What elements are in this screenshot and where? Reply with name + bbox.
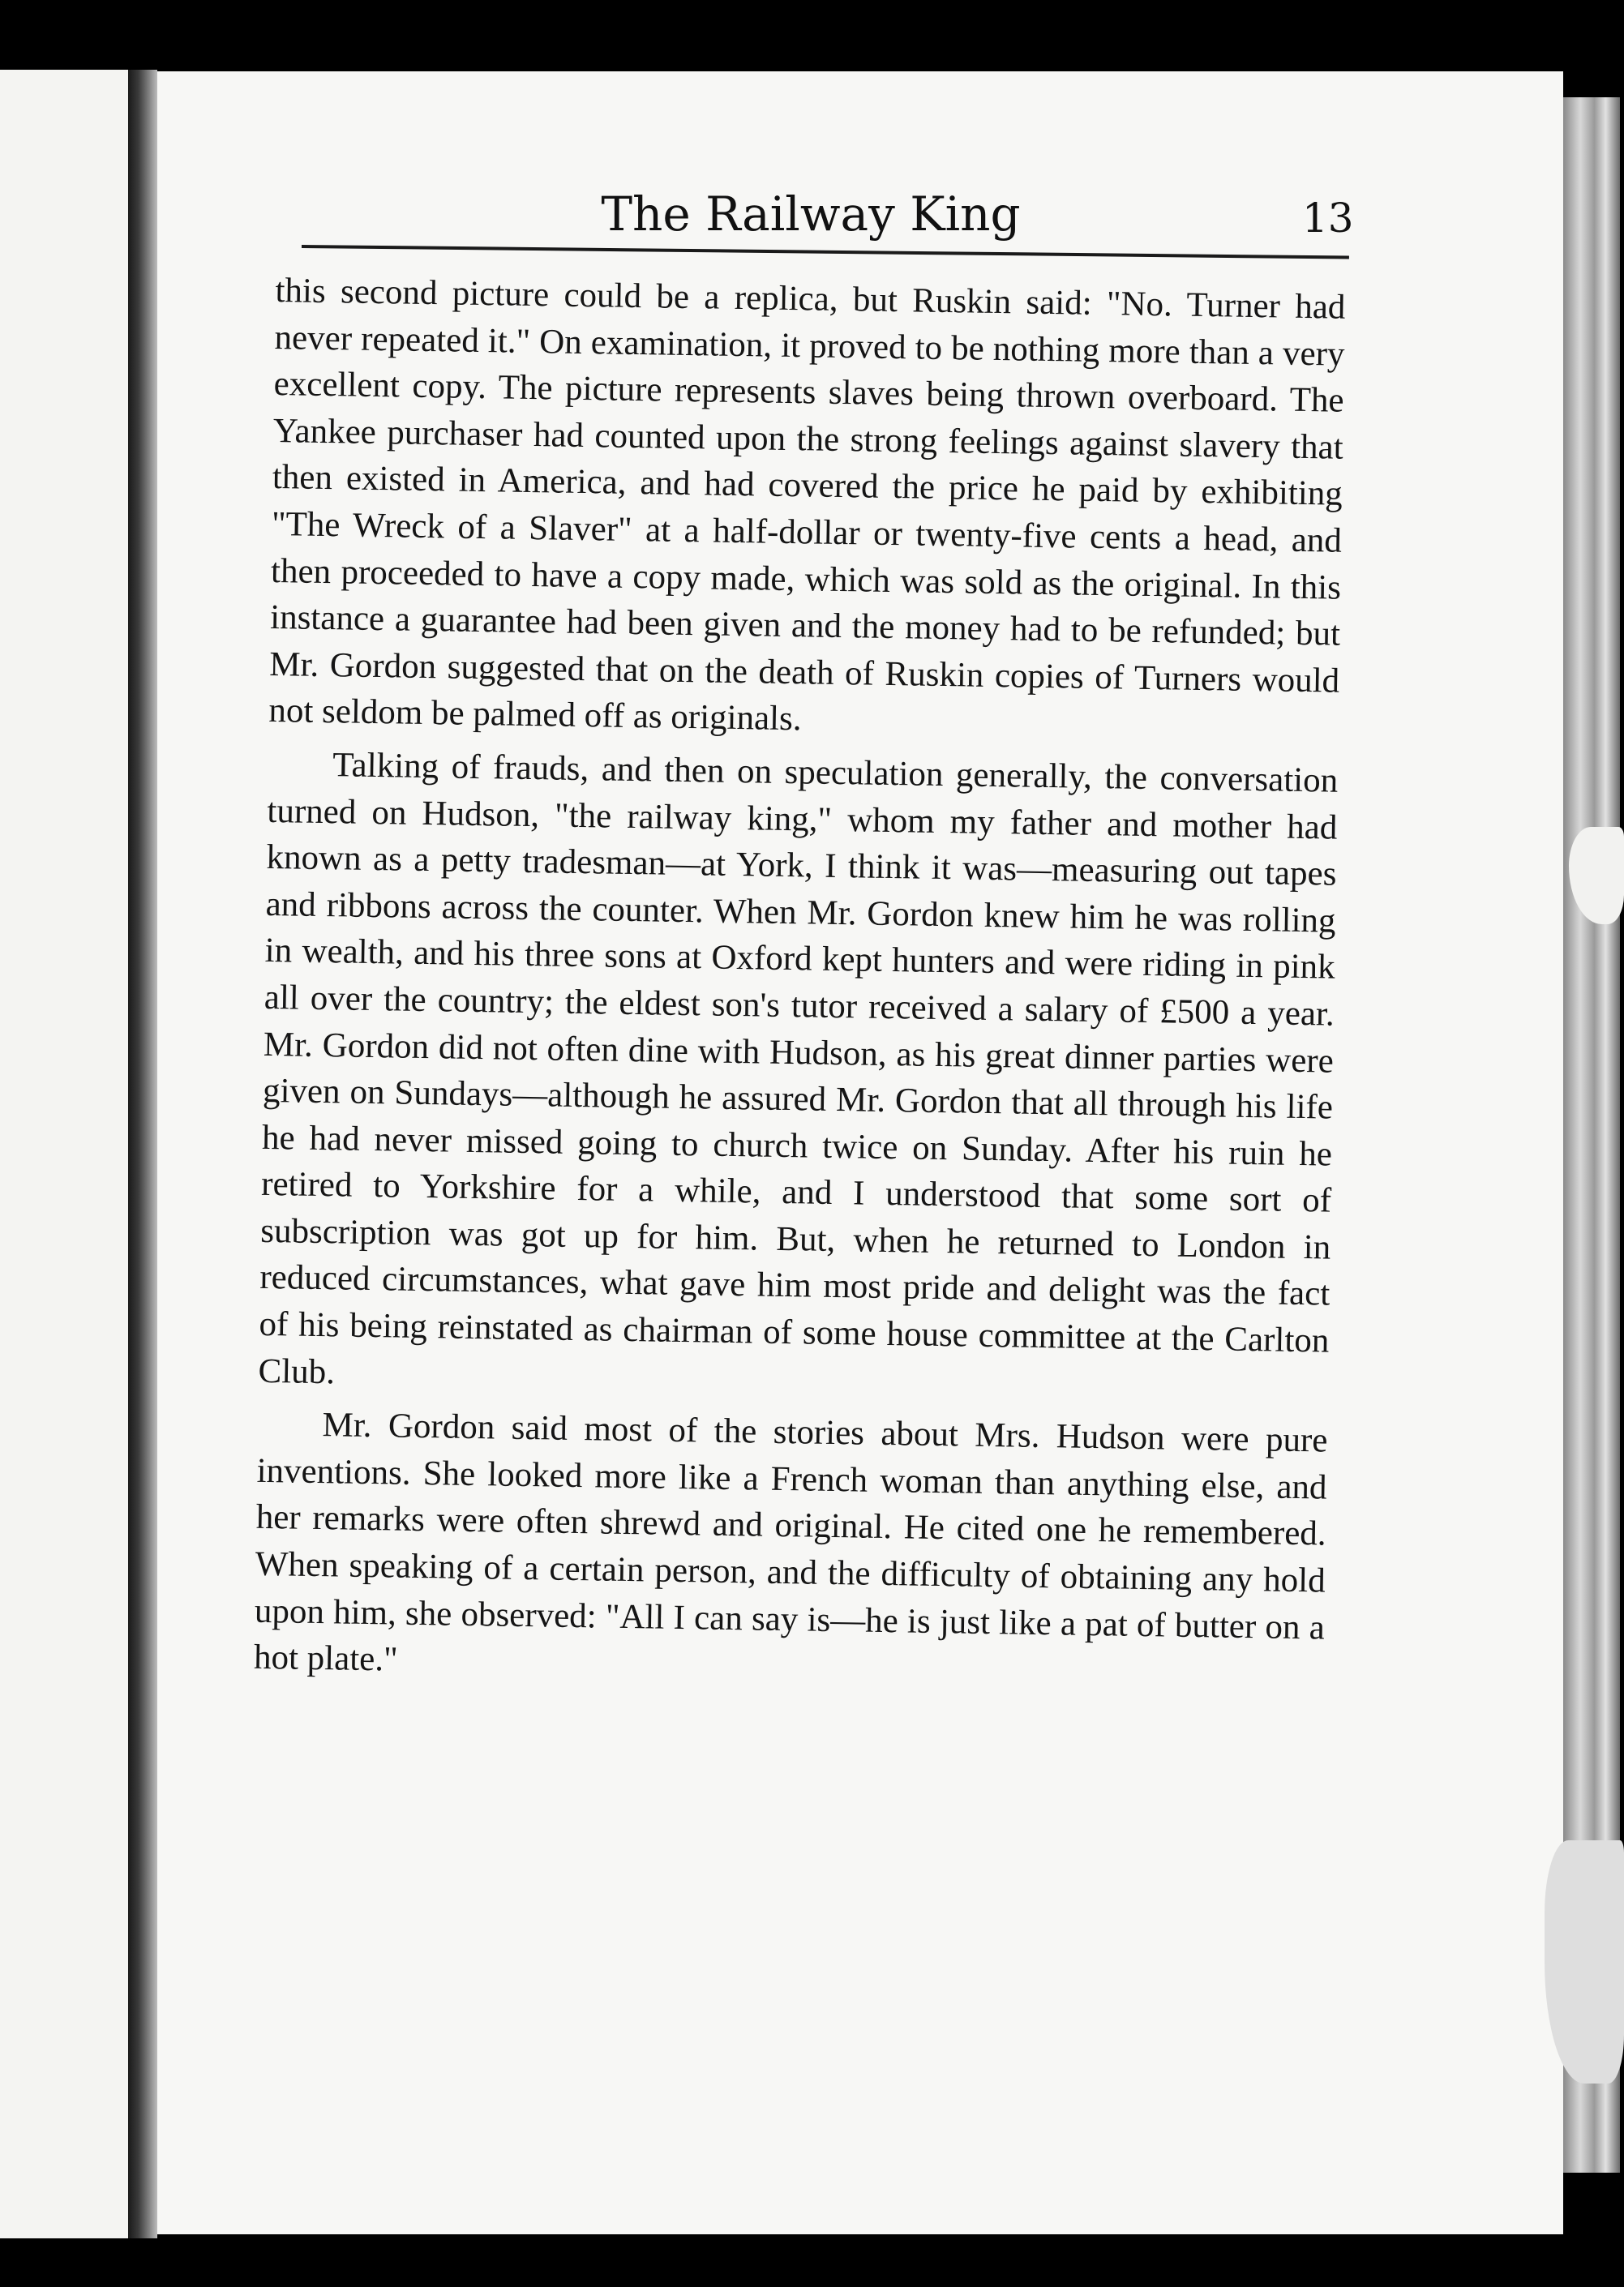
paragraph-1: this second picture could be a replica, but Ruskin said: "No. Turner had never repeated it." On examination, it proved to be nothing more than a very excellent copy. The picture represents slaves being thrown overboard. The Yankee purchaser had counted upon the strong feelings against slavery that then existed in America, and had covered the price he paid by exhibiting "The Wreck of a Slaver" at a half-dollar or twenty-five cents a head, and then proceeded to have a copy made, which was sold as the original. In this instance a guarantee had been given and the money had to be refunded; but Mr. Gordon suggested that on the death of Ruskin copies of Turners would not seldom be palmed off as originals.: [268, 271, 1346, 739]
paragraph-3: Mr. Gordon said most of the stories about Mrs. Hudson were pure inventions. She looked more like a French woman than anything else, and her remarks were often shrewd and original. He cited one he remembered. When speaking of a certain person, and the difficulty of obtaining any hold upon him, she observed: "All I can say is—he is just like a pat of butter on a hot plate.": [253, 1406, 1328, 1679]
paragraph-2: Talking of frauds, and then on speculation generally, the conversation turned on Hudson, "the railway king," whom my father and mother had known as a petty tradesman—at York, I think it was—measuring out tapes and ribbons across the counter. When Mr. Gordon knew him he was rolling in wealth, and his three sons at Oxford kept hunters and were riding in pink all over the country; the eldest son's tutor received a salary of £500 a year. Mr. Gordon did not often dine with Hudson, as his great dinner parties were given on Sundays—although he assured Mr. Gordon that all through his life he had never missed going to church twice on Sunday. After his ruin he retired to Yorkshire for a while, and I understood that some sort of subscription was got up for him. But, when he returned to London in reduced circumstances, what gave him most pride and delight was the fact of his being reinstated as chairman of some house committee at the Carlton Club.: [258, 746, 1339, 1391]
running-title: The Railway King: [601, 186, 1021, 242]
facing-page-edge: [0, 70, 128, 2238]
book-binding-gutter: [128, 70, 157, 2238]
page-number: 13: [1302, 195, 1354, 242]
damaged-paper-edge: [1545, 1840, 1624, 2084]
body-text: [254, 268, 1346, 1698]
page-header: [300, 186, 1354, 243]
